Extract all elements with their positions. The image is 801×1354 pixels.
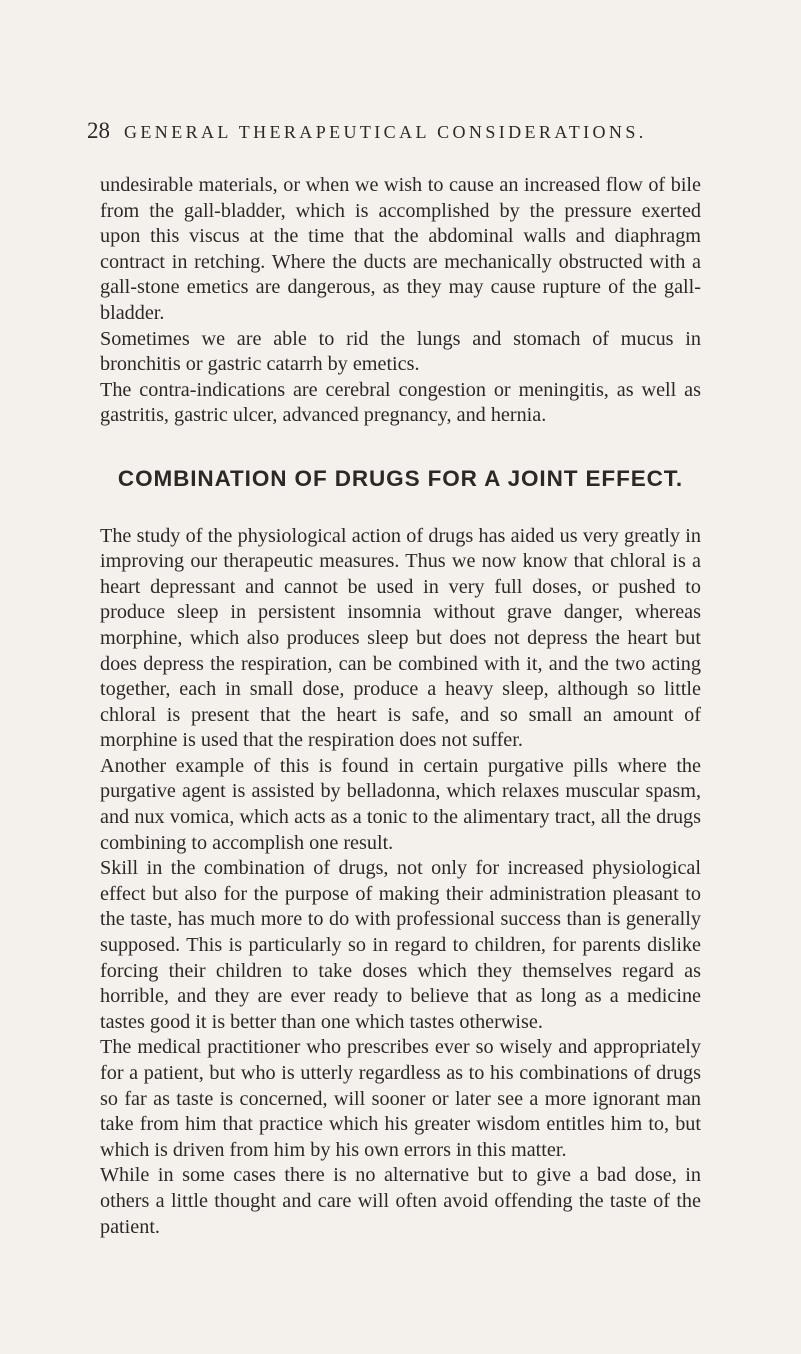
paragraph: Sometimes we are able to rid the lungs and stomach of mucus in bronchitis or gastric catarrh by emetics. xyxy=(100,327,701,376)
paragraph: The contra-indications are cerebral congestion or meningitis, as well as gastritis, gastric ulcer, advanced pregnancy, and hernia. xyxy=(100,378,701,427)
page-number: 28 xyxy=(87,118,110,143)
paragraph: While in some cases there is no alternative but to give a bad dose, in others a little thought and care will often avoid offending the taste of the patient. xyxy=(100,1164,701,1238)
paragraph: The medical practitioner who prescribes ever so wisely and appropriately for a patient, but who is utterly regardless as to his combinations of drugs so far as taste is concerned, will sooner or later see a more ignorant man take from him that practice which his greater wisdom entitles him to, but which is driven from him by his own errors in this matter. xyxy=(100,1036,701,1161)
section-combination-of-drugs xyxy=(100,524,701,1241)
running-head xyxy=(87,118,701,144)
running-title: GENERAL THERAPEUTICAL CONSIDERATIONS. xyxy=(124,122,647,142)
paragraph: Skill in the combination of drugs, not only for increased physiological effect but also for the purpose of making their administration pleasant to the taste, has much more to do with professional success than is generally supposed. This is particularly so in regard to children, for parents dislike forcing their children to take doses which they themselves regard as horrible, and they are ever ready to believe that as long as a medicine tastes good it is better than one which tastes otherwise. xyxy=(100,857,701,1033)
section-emetics-continued xyxy=(100,173,701,429)
paragraph: The study of the physiological action of drugs has aided us very greatly in improving our therapeutic measures. Thus we now know that chloral is a heart depressant and cannot be used in very full doses, or pushed to produce sleep in persistent insomnia without grave danger, whereas morphine, which also produces sleep but does not depress the heart but does depress the respiration, can be combined with it, and the two acting together, each in small dose, produce a heavy sleep, although so little chloral is present that the heart is safe, and so small an amount of morphine is used that the respiration does not suffer. xyxy=(100,524,701,752)
paragraph: undesirable materials, or when we wish to cause an increased flow of bile from the gall-bladder, which is accomplished by the pressure exerted upon this viscus at the time that the abdominal walls and diaphragm contract in retching. Where the ducts are mechanically obstructed with a gall-stone emetics are dangerous, as they may cause rupture of the gall-bladder. xyxy=(100,174,701,324)
paragraph: Another example of this is found in certain purgative pills where the purgative agent is assisted by belladonna, which relaxes muscular spasm, and nux vomica, which acts as a tonic to the alimentary tract, all the drugs combining to accomplish one result. xyxy=(100,754,701,854)
section-heading: COMBINATION OF DRUGS FOR A JOINT EFFECT. xyxy=(117,465,684,491)
body-text xyxy=(100,173,701,1240)
